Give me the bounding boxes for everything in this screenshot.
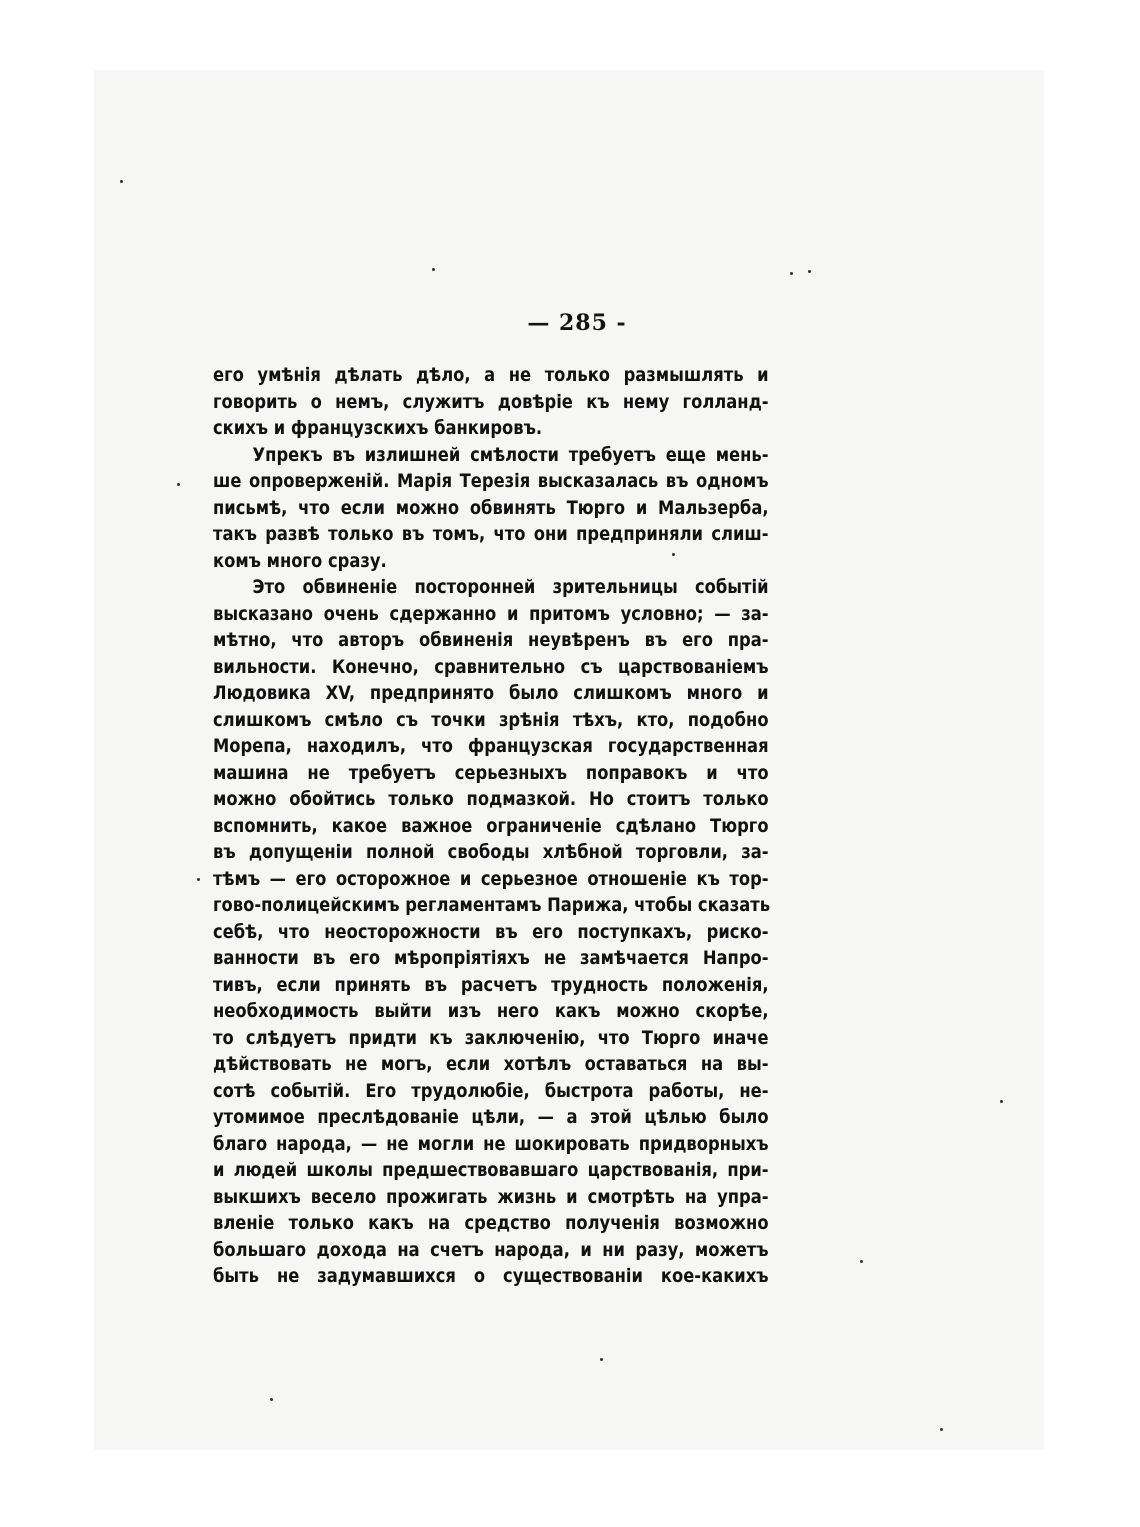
text-line: дѣйствовать не могъ, если хотѣлъ оставаться на вы- (213, 1053, 769, 1075)
text-line: гово-полицейскимъ регламентамъ Парижа, чтобы сказать (213, 894, 771, 916)
scan-speck (197, 878, 200, 881)
text-line: вильности. Конечно, сравнительно съ царствованіемъ (213, 655, 769, 678)
text-line: Упрекъ въ излишней смѣлости требуетъ еще мень- (252, 443, 769, 466)
text-line: Морепа, находилъ, что французская государственная (213, 735, 769, 757)
text-line: говорить о немъ, служитъ довѣріе къ нему голланд- (213, 390, 769, 413)
scan-speck (432, 268, 435, 271)
text-line: Это обвиненіе посторонней зрительницы событій (252, 576, 769, 598)
text-line: сотѣ событій. Его трудолюбіе, быстрота работы, не- (213, 1079, 769, 1102)
text-line: письмѣ, что если можно обвинять Тюрго и Мальзерба, (213, 496, 769, 519)
text-line: утомимое преслѣдованіе цѣли, — а этой цѣлью было (213, 1106, 769, 1128)
scan-speck (600, 1358, 603, 1361)
scan-speck (1000, 1100, 1003, 1103)
scan-speck (177, 483, 180, 486)
text-line: такъ развѣ только въ томъ, что они предприняли слиш- (213, 523, 769, 545)
text-line: можно обойтись только подмазкой. Но стоитъ только (213, 788, 769, 810)
scan-speck (808, 270, 811, 273)
text-line: вленіе только какъ на средство полученія возможно (213, 1212, 769, 1234)
text-line: ванности въ его мѣропріятіяхъ не замѣчается Напро- (213, 947, 769, 969)
text-line: тивъ, если принять въ расчетъ трудность положенія, (213, 973, 769, 996)
text-line: вспомнить, какое важное ограниченіе сдѣлано Тюрго (213, 814, 769, 837)
text-line: быть не задумавшихся о существованіи кое-какихъ (213, 1265, 769, 1287)
text-line: выкшихъ весело прожигать жизнь и смотрѣть на упра- (213, 1185, 769, 1208)
text-line: благо народа, — не могли не шокировать придворныхъ (213, 1132, 769, 1155)
scan-speck (860, 1260, 863, 1263)
text-line: мѣтно, что авторъ обвиненія неувѣренъ въ его пра- (213, 629, 769, 651)
text-line: то слѣдуетъ придти къ заключенію, что Тюрго иначе (213, 1026, 769, 1049)
text-line: себѣ, что неосторожности въ его поступкахъ, риско- (213, 920, 769, 943)
text-line: Людовика XV, предпринято было слишкомъ много и (213, 682, 769, 704)
body-text (213, 362, 769, 1290)
scan-speck (940, 1428, 943, 1431)
text-line: его умѣнія дѣлать дѣло, а не только размышлять и (213, 364, 769, 386)
text-line: тѣмъ — его осторожное и серьезное отношеніе къ тор- (213, 867, 769, 890)
text-line: большаго дохода на счетъ народа, и ни разу, можетъ (213, 1238, 769, 1261)
text-line: комъ много сразу. (213, 549, 387, 572)
scan-speck (270, 1398, 273, 1401)
text-line: въ допущеніи полной свободы хлѣбной торговли, за- (213, 841, 769, 863)
scan-speck (672, 553, 675, 556)
text-line: слишкомъ смѣло съ точки зрѣнія тѣхъ, кто, подобно (213, 708, 769, 731)
text-line: ше опроверженій. Марія Терезія высказалась въ одномъ (213, 470, 769, 492)
text-line: скихъ и французскихъ банкировъ. (213, 417, 543, 439)
scan-speck (120, 180, 123, 183)
text-line: необходимость выйти изъ него какъ можно скорѣе, (213, 1000, 769, 1022)
page-number: — 285 - (527, 310, 627, 336)
text-line: и людей школы предшествовавшаго царствованія, при- (213, 1159, 769, 1181)
scan-speck (790, 272, 793, 275)
text-line: высказано очень сдержанно и притомъ условно; — за- (213, 602, 769, 625)
text-line: машина не требуетъ серьезныхъ поправокъ и что (213, 761, 769, 784)
